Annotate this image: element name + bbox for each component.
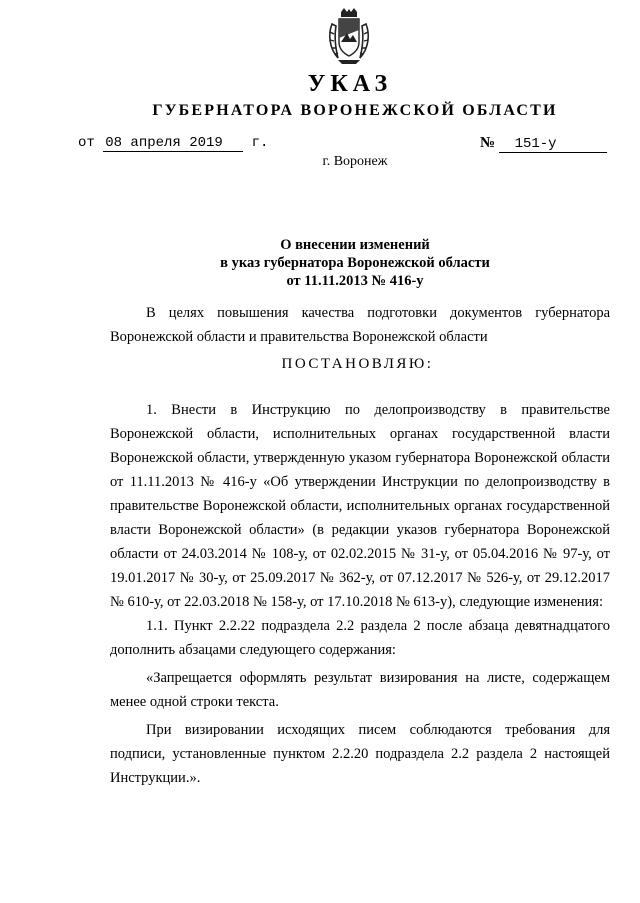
decree-word: ПОСТАНОВЛЯЮ:: [281, 356, 434, 372]
preamble: В целях повышения качества подготовки документов губернатора Воронежской области и правительства Воронежской области: [110, 305, 610, 345]
heading-line-3: от 11.11.2013 № 416-у: [286, 273, 424, 289]
document-subtitle: ГУБЕРНАТОРА ВОРОНЕЖСКОЙ ОБЛАСТИ: [152, 102, 558, 119]
paragraph-quote-1: «Запрещается оформлять результат визирования на листе, содержащем менее одной строки текста.: [110, 670, 610, 710]
date-suffix: г.: [251, 135, 269, 151]
city-label: г. Воронеж: [322, 154, 388, 169]
paragraph-1-1: 1.1. Пункт 2.2.22 подраздела 2.2 раздела 2 после абзаца девятнадцатого дополнить абзацами следующего содержания:: [110, 618, 610, 658]
heading-line-2: в указ губернатора Воронежской области: [220, 255, 490, 271]
number-field: 151-у: [499, 136, 607, 153]
number-sign: №: [480, 135, 496, 151]
preamble-block: [110, 301, 610, 349]
main-text: [110, 398, 610, 790]
date-prefix: от: [78, 135, 95, 151]
date-line: [78, 135, 268, 152]
document-heading: [0, 236, 640, 290]
coat-of-arms-icon: [326, 8, 372, 68]
document-title: УКАЗ: [307, 71, 393, 97]
date-field: 08 апреля 2019: [103, 135, 243, 152]
paragraph-quote-2: При визировании исходящих писем соблюдаются требования для подписи, установленные пунктом 2.2.20 подраздела 2.2 раздела 2 настоящей Инструкции.».: [110, 722, 610, 786]
number-line: [480, 135, 607, 153]
heading-line-1: О внесении изменений: [280, 237, 430, 253]
paragraph-1: 1. Внести в Инструкцию по делопроизводству в правительстве Воронежской области, исполнительных органах государственной власти Воронежской области, утвержденную указом губернатора Воронежской области от 11.11.2013 № 416-у «Об утверждении Инструкции по делопроизводству в правительстве Воронежской области, исполнительных органах государственной власти Воронежской области» (в редакции указов губернатора Воронежской области от 24.03.2014 № 108-у, от 02.02.2015 № 31-у, от 05.04.2016 № 97-у, от 19.01.2017 № 30-у, от 25.09.2017 № 362-у, от 07.12.2017 № 526-у, от 29.12.2017 № 610-у, от 22.03.2018 № 158-у, от 17.10.2018 № 613-у), следующие изменения:: [110, 402, 610, 610]
